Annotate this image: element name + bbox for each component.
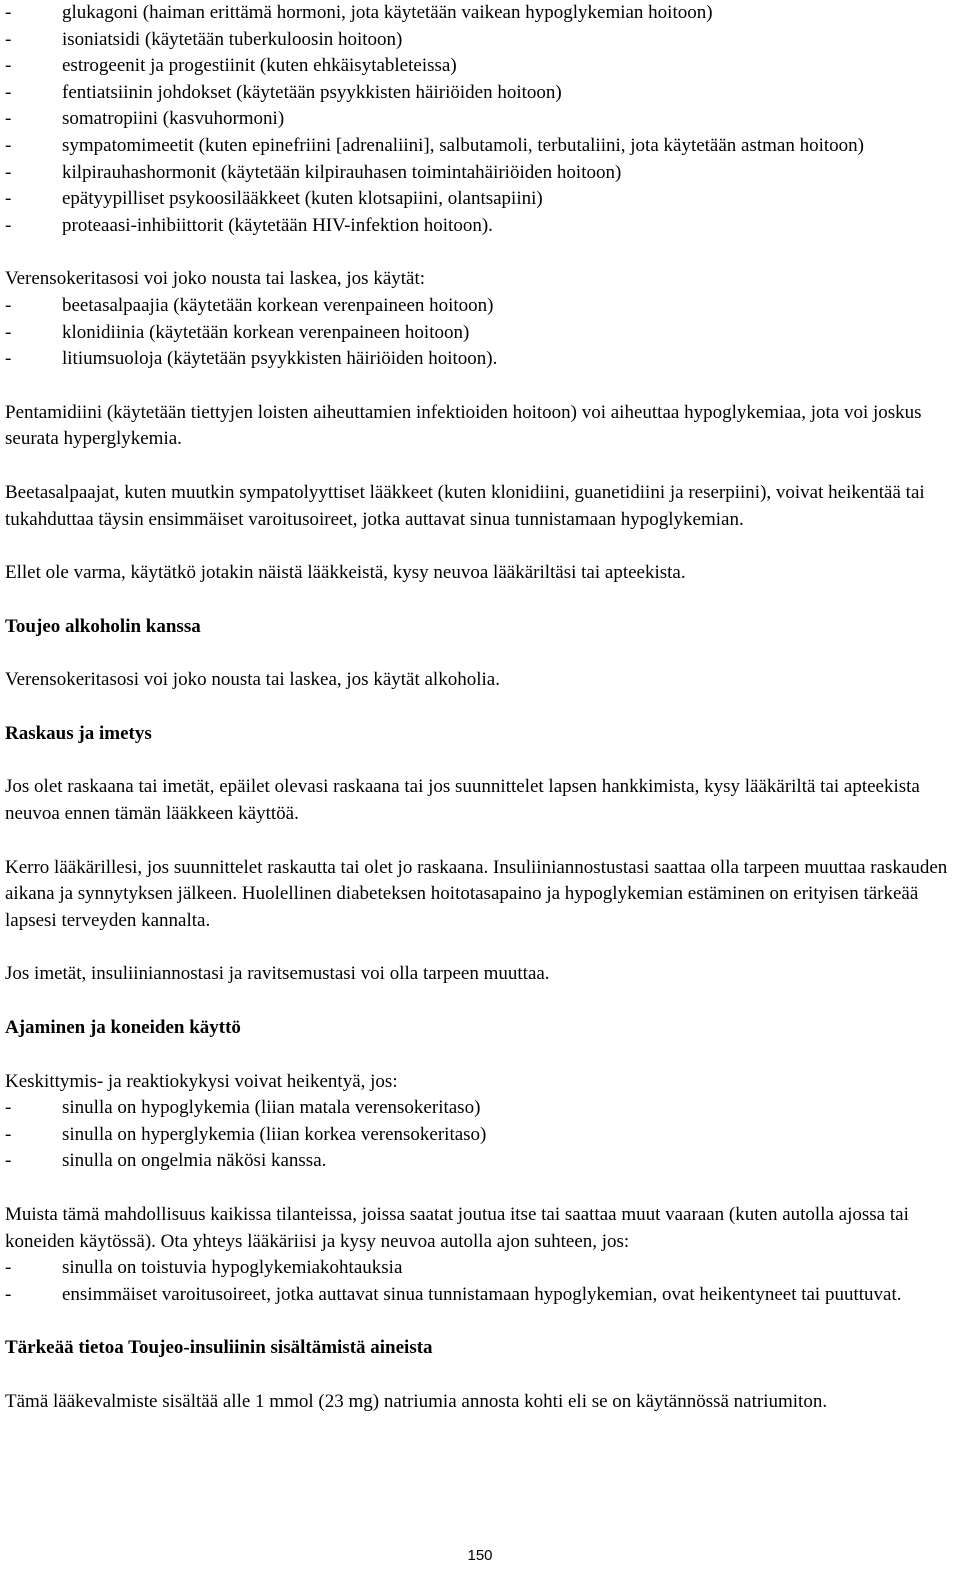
list-dash: - — [5, 188, 12, 210]
spacer — [5, 988, 957, 1015]
list-item — [5, 186, 957, 213]
paragraph-natrium: Tämä lääkevalmiste sisältää alle 1 mmol (23 mg) natriumia annosta kohti eli se on käytännössä natriumiton. — [5, 1390, 828, 1412]
list-dash: - — [5, 321, 12, 343]
list-item — [5, 80, 957, 107]
list-item-text: fentiatsiinin johdokset (käytetään psyykkisten häiriöiden hoitoon) — [62, 81, 562, 103]
list-item-text: somatropiini (kasvuhormoni) — [62, 108, 285, 130]
spacer — [5, 533, 957, 560]
keskittymis-list — [5, 1095, 957, 1175]
list-item-text: sympatomimeetit (kuten epinefriini [adrenaliini], salbutamoli, terbutaliini, jota käytetään astman hoitoon) — [62, 134, 864, 156]
heading-tarkeaa-tietoa: Tärkeää tietoa Toujeo-insuliinin sisältämistä aineista — [5, 1337, 433, 1359]
list-item — [5, 320, 957, 347]
spacer — [5, 587, 957, 614]
spacer — [5, 1362, 957, 1389]
list-item-text: sinulla on hyperglykemia (liian korkea verensokeritaso) — [62, 1123, 487, 1145]
spacer — [5, 828, 957, 855]
list-item — [5, 1122, 957, 1149]
list-dash: - — [5, 2, 12, 23]
list-item — [5, 53, 957, 80]
list-dash: - — [5, 1257, 12, 1279]
list-item — [5, 213, 957, 240]
heading-raskaus: Raskaus ja imetys — [5, 722, 152, 744]
paragraph-imetys: Jos imetät, insuliiniannostasi ja ravitsemustasi voi olla tarpeen muuttaa. — [5, 963, 550, 985]
spacer — [5, 747, 957, 774]
list-item — [5, 0, 957, 27]
list-item — [5, 1282, 957, 1309]
section-intro: Verensokeritasosi voi joko nousta tai laskea, jos käytät: — [5, 268, 426, 290]
list-dash: - — [5, 55, 12, 77]
list-dash: - — [5, 1150, 12, 1172]
list-item-text: isoniatsidi (käytetään tuberkuloosin hoitoon) — [62, 28, 403, 50]
list-item-text: kilpirauhashormonit (käytetään kilpirauhasen toimintahäiriöiden hoitoon) — [62, 161, 622, 183]
list-item-text: sinulla on toistuvia hypoglykemiakohtauksia — [62, 1257, 403, 1279]
paragraph-ellet: Ellet ole varma, käytätkö jotakin näistä lääkkeistä, kysy neuvoa lääkäriltäsi tai apteekista. — [5, 562, 686, 584]
spacer — [5, 1175, 957, 1202]
heading-alkoholi: Toujeo alkoholin kanssa — [5, 615, 201, 637]
list-item-text: epätyypilliset psykoosilääkkeet (kuten klotsapiini, olantsapiini) — [62, 188, 543, 210]
paragraph-pentamidiini: Pentamidiini (käytetään tiettyjen loisten aiheuttamien infektioiden hoitoon) voi aiheuttaa hypoglykemiaa, jota voi joskus seurata hyperglykemia. — [5, 401, 922, 450]
muista-list — [5, 1255, 957, 1308]
list-item-text: glukagoni (haiman erittämä hormoni, jota käytetään vaikean hypoglykemian hoitoon) — [62, 2, 713, 23]
list-dash: - — [5, 134, 12, 156]
interaction-list-2 — [5, 293, 957, 373]
list-item-text: klonidiinia (käytetään korkean verenpaineen hoitoon) — [62, 321, 470, 343]
list-item-text: estrogeenit ja progestiinit (kuten ehkäisytableteissa) — [62, 55, 457, 77]
interaction-list-1 — [5, 0, 957, 239]
list-dash: - — [5, 81, 12, 103]
heading-ajaminen: Ajaminen ja koneiden käyttö — [5, 1017, 241, 1039]
list-item — [5, 160, 957, 187]
spacer — [5, 694, 957, 721]
list-item — [5, 293, 957, 320]
list-item — [5, 1148, 957, 1175]
spacer — [5, 373, 957, 400]
list-item — [5, 1095, 957, 1122]
spacer — [5, 1308, 957, 1335]
list-dash: - — [5, 28, 12, 50]
list-item-text: ensimmäiset varoitusoireet, jotka auttavat sinua tunnistamaan hypoglykemian, ovat heikentyneet tai puuttuvat. — [62, 1283, 902, 1305]
paragraph-beetasalpaajat: Beetasalpaajat, kuten muutkin sympatolyyttiset lääkkeet (kuten klonidiini, guanetidiini ja reserpiini), voivat heikentää tai tukahduttaa täysin ensimmäiset varoitusoireet, jotka auttavat sinua tunnistamaan hypoglykemian. — [5, 481, 925, 530]
spacer — [5, 640, 957, 667]
list-item — [5, 346, 957, 373]
section-intro: Muista tämä mahdollisuus kaikissa tilanteissa, joissa saatat joutua itse tai saattaa muut vaaraan (kuten autolla ajossa tai koneiden käytössä). Ota yhteys lääkäriisi ja kysy neuvoa autolla ajon suhteen, jos: — [5, 1204, 909, 1252]
list-dash: - — [5, 348, 12, 370]
section-intro: Keskittymis- ja reaktiokykysi voivat heikentyä, jos: — [5, 1070, 398, 1092]
spacer — [5, 1042, 957, 1069]
list-dash: - — [5, 161, 12, 183]
list-item — [5, 106, 957, 133]
spacer — [5, 934, 957, 961]
list-dash: - — [5, 1283, 12, 1305]
document-page — [5, 0, 957, 1416]
list-dash: - — [5, 294, 12, 316]
list-dash: - — [5, 214, 12, 236]
spacer — [5, 453, 957, 480]
paragraph-alkoholi: Verensokeritasosi voi joko nousta tai laskea, jos käytät alkoholia. — [5, 669, 500, 691]
page-number: 150 — [467, 1547, 493, 1564]
list-dash: - — [5, 1123, 12, 1145]
list-item — [5, 27, 957, 54]
paragraph-raskaus-2: Kerro lääkärillesi, jos suunnittelet raskautta tai olet jo raskaana. Insuliiniannostustasi saattaa olla tarpeen muuttaa raskauden aikana ja synnytyksen jälkeen. Huolellinen diabeteksen hoitotasapaino ja hypoglykemian estäminen on erityisen tärkeää lapsesi terveyden kannalta. — [5, 856, 948, 931]
list-dash: - — [5, 1097, 12, 1119]
paragraph-raskaus-1: Jos olet raskaana tai imetät, epäilet olevasi raskaana tai jos suunnittelet lapsen hankkimista, kysy lääkäriltä tai apteekista neuvoa ennen tämän lääkkeen käyttöä. — [5, 776, 920, 825]
list-item-text: sinulla on ongelmia näkösi kanssa. — [62, 1150, 327, 1172]
list-item-text: proteaasi-inhibiittorit (käytetään HIV-infektion hoitoon). — [62, 214, 493, 236]
list-item-text: sinulla on hypoglykemia (liian matala verensokeritaso) — [62, 1097, 481, 1119]
list-item-text: beetasalpaajia (käytetään korkean verenpaineen hoitoon) — [62, 294, 494, 316]
list-item-text: litiumsuoloja (käytetään psyykkisten häiriöiden hoitoon). — [62, 348, 498, 370]
list-item — [5, 133, 957, 160]
list-dash: - — [5, 108, 12, 130]
spacer — [5, 239, 957, 266]
list-item — [5, 1255, 957, 1282]
